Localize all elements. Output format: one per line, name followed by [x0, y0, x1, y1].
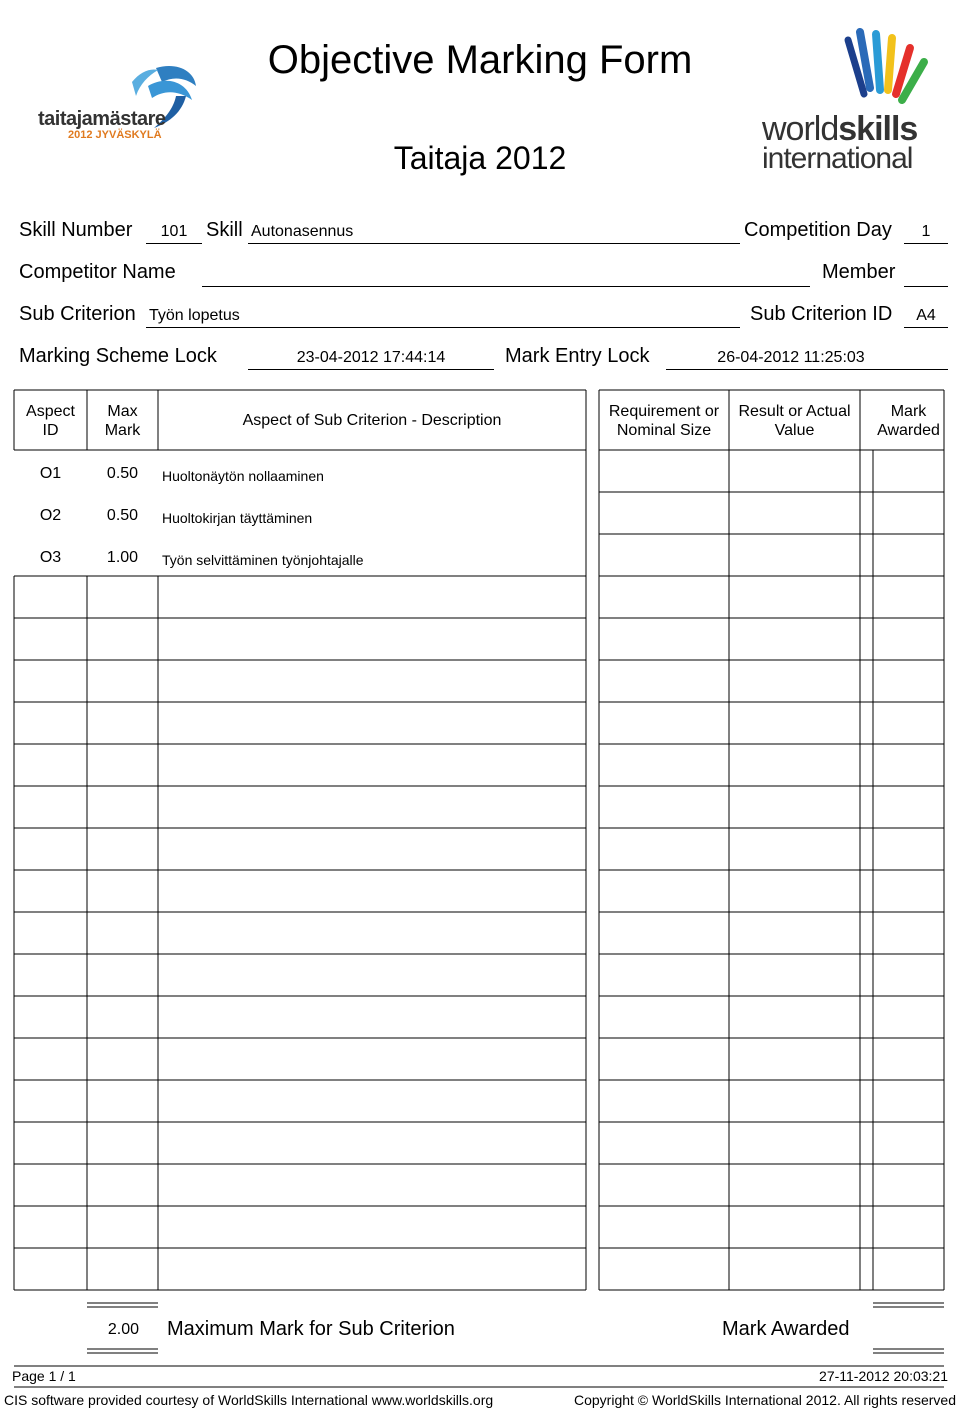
header-aspect-id-line1: Aspect: [26, 403, 75, 420]
print-timestamp: 27-11-2012 20:03:21: [819, 1368, 948, 1384]
sub-criterion-label: Sub Criterion: [19, 303, 136, 325]
taitaja-logo-line2: 2012 JYVÄSKYLÄ: [68, 129, 162, 141]
worldskills-logo-line2: international: [762, 142, 913, 175]
description-cell: Huoltonäytön nollaaminen: [162, 468, 324, 484]
page-number: Page 1 / 1: [12, 1368, 76, 1384]
header-aspect-id: [14, 402, 87, 440]
header-mark-awarded-line2: Awarded: [877, 422, 940, 439]
header-max-mark: [87, 402, 158, 440]
page-title: Objective Marking Form: [267, 38, 693, 82]
aspect-id-cell: O3: [39, 549, 62, 566]
header-requirement-line1: Requirement or: [608, 403, 720, 420]
header-aspect-id-line2: ID: [42, 422, 59, 439]
header-result-line1: Result or Actual: [738, 403, 851, 420]
mark-awarded-total-field[interactable]: [873, 1310, 944, 1346]
header-max-mark-line1: Max: [107, 403, 138, 420]
sub-criterion-id-value: A4: [916, 307, 936, 324]
aspect-id-cell: O1: [39, 465, 62, 482]
competitor-name-label: Competitor Name: [19, 261, 176, 283]
header-max-mark-line2: Mark: [104, 422, 141, 439]
footer-copyright: Copyright © WorldSkills International 2012. All rights reserved: [573, 1392, 956, 1408]
sub-criterion-value: Työn lopetus: [149, 307, 240, 324]
worldskills-logo-world: world: [762, 110, 839, 148]
skill-value: Autonasennus: [251, 223, 354, 240]
max-mark-cell: 1.00: [106, 549, 139, 566]
max-total-label: Maximum Mark for Sub Criterion: [167, 1318, 455, 1340]
mark-awarded-total-label: Mark Awarded: [722, 1318, 850, 1340]
description-cell: Huoltokirjan täyttäminen: [162, 510, 313, 526]
header-result-line2: Value: [774, 422, 815, 439]
footer-credit: CIS software provided courtesy of WorldSkills International www.worldskills.org: [4, 1392, 494, 1408]
sub-criterion-id-label: Sub Criterion ID: [750, 303, 893, 325]
max-total-value: 2.00: [107, 1321, 139, 1338]
max-mark-cell: 0.50: [106, 507, 139, 524]
mark-entry-lock-label: Mark Entry Lock: [505, 345, 650, 367]
page-subtitle: Taitaja 2012: [393, 140, 567, 176]
header-requirement-line2: Nominal Size: [616, 422, 712, 439]
taitaja-logo-name: taitajamästare: [38, 108, 166, 130]
header-description: Aspect of Sub Criterion - Description: [242, 412, 502, 429]
marking-scheme-lock-label: Marking Scheme Lock: [19, 345, 217, 367]
header-mark-awarded: [873, 402, 944, 440]
mark-entry-lock-value: 26-04-2012 11:25:03: [717, 349, 865, 366]
header-requirement: [599, 402, 729, 440]
aspect-id-cell: O2: [39, 507, 62, 524]
skill-label: Skill: [206, 219, 243, 241]
skill-number-label: Skill Number: [19, 219, 133, 241]
description-cell: Työn selvittäminen työnjohtajalle: [162, 552, 364, 568]
header-result: [729, 402, 860, 440]
worldskills-logo-skills: skills: [838, 110, 918, 148]
skill-number-value: 101: [160, 223, 188, 240]
marking-scheme-lock-value: 23-04-2012 17:44:14: [296, 349, 446, 366]
header-mark-awarded-line1: Mark: [890, 403, 927, 420]
max-mark-cell: 0.50: [106, 465, 139, 482]
competition-day-label: Competition Day: [744, 219, 892, 241]
member-label: Member: [822, 261, 896, 283]
competition-day-value: 1: [921, 223, 931, 240]
